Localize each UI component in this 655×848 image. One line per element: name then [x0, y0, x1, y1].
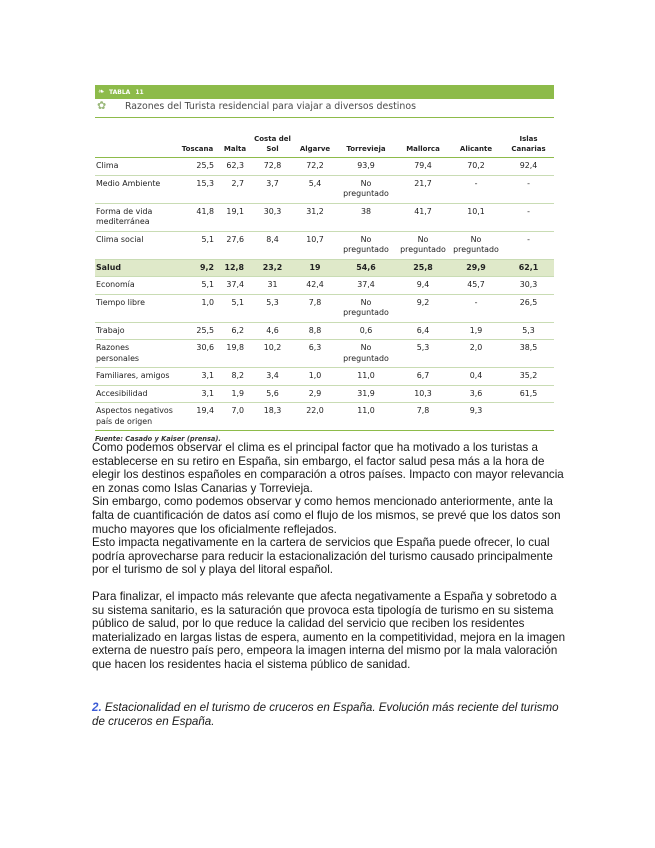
table-cell: 54,6 — [335, 259, 397, 277]
table-cell: 8,4 — [250, 231, 295, 259]
table-cell: 9,3 — [449, 403, 503, 431]
body-text — [92, 441, 570, 672]
table-cell: 62,3 — [220, 158, 250, 176]
table-title-row — [95, 99, 554, 118]
row-label: Familiares, amigos — [95, 368, 175, 386]
table-cell: 3,1 — [175, 368, 220, 386]
table-cell: 0,4 — [449, 368, 503, 386]
table-cell: 5,3 — [397, 340, 449, 368]
row-label: Razones personales — [95, 340, 175, 368]
table-cell — [503, 403, 554, 431]
table-cell: 37,4 — [220, 277, 250, 295]
table-cell: 31 — [250, 277, 295, 295]
table-cell: 79,4 — [397, 158, 449, 176]
table-cell: 7,0 — [220, 403, 250, 431]
table-cell: 72,2 — [295, 158, 335, 176]
row-label: Tiempo libre — [95, 294, 175, 322]
table-row — [95, 385, 554, 403]
table-row — [95, 368, 554, 386]
table-cell: 31,2 — [295, 203, 335, 231]
column-header: Mallorca — [397, 130, 449, 158]
column-header: Costa del Sol — [250, 130, 295, 158]
column-header: Malta — [220, 130, 250, 158]
table-cell: - — [449, 294, 503, 322]
table-cell: No preguntado — [335, 340, 397, 368]
table-cell: 18,3 — [250, 403, 295, 431]
table-cell: 9,2 — [397, 294, 449, 322]
table-cell: - — [449, 175, 503, 203]
table-cell: 5,6 — [250, 385, 295, 403]
table-row — [95, 294, 554, 322]
table-cell: 5,1 — [175, 231, 220, 259]
table-cell: 5,1 — [175, 277, 220, 295]
table-cell: 8,2 — [220, 368, 250, 386]
table-cell: 21,7 — [397, 175, 449, 203]
table-header-row — [95, 130, 554, 158]
section-heading — [92, 701, 570, 729]
table-cell: No preguntado — [335, 175, 397, 203]
table-cell: 29,9 — [449, 259, 503, 277]
row-label: Salud — [95, 259, 175, 277]
paragraph: Sin embargo, como podemos observar y como hemos mencionado anteriormente, ante la falta de cuantificación de datos así como el flujo de los mismos, se prevé que los datos son mucho mayores que los oficialmente reflejados. — [92, 495, 561, 536]
table-cell: 62,1 — [503, 259, 554, 277]
table-row — [95, 403, 554, 431]
table-cell: 3,7 — [250, 175, 295, 203]
table-cell: 45,7 — [449, 277, 503, 295]
leaf-icon: ❧ — [98, 87, 105, 96]
table-cell: 61,5 — [503, 385, 554, 403]
row-label: Trabajo — [95, 322, 175, 340]
table-cell: 26,5 — [503, 294, 554, 322]
table-cell: 27,6 — [220, 231, 250, 259]
table-cell: 1,0 — [295, 368, 335, 386]
table-cell: No preguntado — [397, 231, 449, 259]
table-cell: 37,4 — [335, 277, 397, 295]
table-cell: 19,8 — [220, 340, 250, 368]
table-cell: 10,2 — [250, 340, 295, 368]
table-cell: - — [503, 203, 554, 231]
table-cell: 5,4 — [295, 175, 335, 203]
paragraph: Como podemos observar el clima es el principal factor que ha motivado a los turistas a establecerse en su retiro en España, sin embargo, el factor salud pesa más a la hora de elegir los destinos españoles en comparación a otros países. Impacto con mayor relevancia en zonas como Islas Canarias y Torrevieja. — [92, 441, 564, 495]
table-cell: 2,0 — [449, 340, 503, 368]
decorative-leaf-icon: ✿ — [97, 99, 107, 112]
table-cell: 72,8 — [250, 158, 295, 176]
column-header: Algarve — [295, 130, 335, 158]
table-cell: 5,3 — [250, 294, 295, 322]
row-label: Forma de vida mediterránea — [95, 203, 175, 231]
table-cell: 93,9 — [335, 158, 397, 176]
table-cell: No preguntado — [335, 231, 397, 259]
table-cell: 9,2 — [175, 259, 220, 277]
table-cell: 4,6 — [250, 322, 295, 340]
table-cell: 38 — [335, 203, 397, 231]
column-header-label — [95, 130, 175, 158]
table-cell: 35,2 — [503, 368, 554, 386]
table-cell: 10,3 — [397, 385, 449, 403]
table-body — [95, 158, 554, 431]
table-cell: 22,0 — [295, 403, 335, 431]
table-cell: 41,7 — [397, 203, 449, 231]
table-cell: - — [503, 175, 554, 203]
table-cell: 3,6 — [449, 385, 503, 403]
table-tag-bar — [95, 85, 554, 99]
table-cell: - — [503, 231, 554, 259]
table-cell: 3,4 — [250, 368, 295, 386]
table-cell: 6,7 — [397, 368, 449, 386]
table-cell: 1,9 — [449, 322, 503, 340]
table-cell: 7,8 — [295, 294, 335, 322]
table-cell: 15,3 — [175, 175, 220, 203]
row-label: Clima social — [95, 231, 175, 259]
row-label: Accesibilidad — [95, 385, 175, 403]
table-row — [95, 340, 554, 368]
table-cell: 23,2 — [250, 259, 295, 277]
table-cell: 8,8 — [295, 322, 335, 340]
table-block — [95, 85, 554, 443]
table-row — [95, 203, 554, 231]
table-cell: 19,4 — [175, 403, 220, 431]
table-cell: 9,4 — [397, 277, 449, 295]
table-cell: 70,2 — [449, 158, 503, 176]
data-table — [95, 130, 554, 431]
table-source: Fuente: Casado y Kaiser (prensa). — [95, 435, 221, 443]
table-cell: 41,8 — [175, 203, 220, 231]
paragraph: Para finalizar, el impacto más relevante que afecta negativamente a España y sobretodo a su sistema sanitario, es la saturación que provoca esta tipología de turismo en su sistema público de salud, por lo que reduce la calidad del servicio que reciben los residentes materializado en largas listas de espera, aumento en la competitividad, mejora en la imagen externa de nuestro país pero, empeora la imagen interna del mismo por la mala valoración que hacen los residentes hacia el sistema público de sanidad. — [92, 589, 566, 671]
row-label: Medio Ambiente — [95, 175, 175, 203]
row-label: Clima — [95, 158, 175, 176]
row-label: Economía — [95, 277, 175, 295]
column-header: Toscana — [175, 130, 220, 158]
table-cell: 3,1 — [175, 385, 220, 403]
table-cell: 11,0 — [335, 368, 397, 386]
row-label: Aspectos negativos país de origen — [95, 403, 175, 431]
column-header: Torrevieja — [335, 130, 397, 158]
table-cell: 30,3 — [250, 203, 295, 231]
table-cell: 10,1 — [449, 203, 503, 231]
table-cell: 7,8 — [397, 403, 449, 431]
table-cell: 11,0 — [335, 403, 397, 431]
table-cell: 1,9 — [220, 385, 250, 403]
column-header: Islas Canarias — [503, 130, 554, 158]
table-cell: 6,2 — [220, 322, 250, 340]
table-number: 11 — [135, 88, 144, 96]
table-cell: 92,4 — [503, 158, 554, 176]
section-title: Estacionalidad en el turismo de cruceros en España. Evolución más reciente del turismo de cruceros en España. — [92, 701, 559, 728]
table-cell: 19 — [295, 259, 335, 277]
table-row — [95, 175, 554, 203]
paragraph: Esto impacta negativamente en la cartera de servicios que España puede ofrecer, lo cual podría aprovecharse para reducir la estacionalización del turismo causado principalmente por el turismo de sol y playa del litoral español. — [92, 536, 553, 577]
table-cell: No preguntado — [449, 231, 503, 259]
table-row — [95, 259, 554, 277]
table-cell: 12,8 — [220, 259, 250, 277]
table-cell: 19,1 — [220, 203, 250, 231]
table-cell: 6,4 — [397, 322, 449, 340]
table-cell: 25,5 — [175, 322, 220, 340]
table-cell: No preguntado — [335, 294, 397, 322]
table-cell: 6,3 — [295, 340, 335, 368]
table-cell: 0,6 — [335, 322, 397, 340]
table-cell: 2,9 — [295, 385, 335, 403]
table-title: Razones del Turista residencial para viajar a diversos destinos — [125, 101, 416, 112]
table-cell: 31,9 — [335, 385, 397, 403]
section-number: 2. — [92, 701, 102, 714]
table-cell: 1,0 — [175, 294, 220, 322]
table-row — [95, 231, 554, 259]
table-tag: TABLA — [109, 88, 131, 96]
table-cell: 2,7 — [220, 175, 250, 203]
table-cell: 25,8 — [397, 259, 449, 277]
table-row — [95, 277, 554, 295]
table-cell: 10,7 — [295, 231, 335, 259]
table-cell: 5,3 — [503, 322, 554, 340]
table-cell: 38,5 — [503, 340, 554, 368]
table-row — [95, 322, 554, 340]
table-cell: 42,4 — [295, 277, 335, 295]
table-cell: 25,5 — [175, 158, 220, 176]
table-row — [95, 158, 554, 176]
table-cell: 30,6 — [175, 340, 220, 368]
table-cell: 30,3 — [503, 277, 554, 295]
column-header: Alicante — [449, 130, 503, 158]
table-cell: 5,1 — [220, 294, 250, 322]
